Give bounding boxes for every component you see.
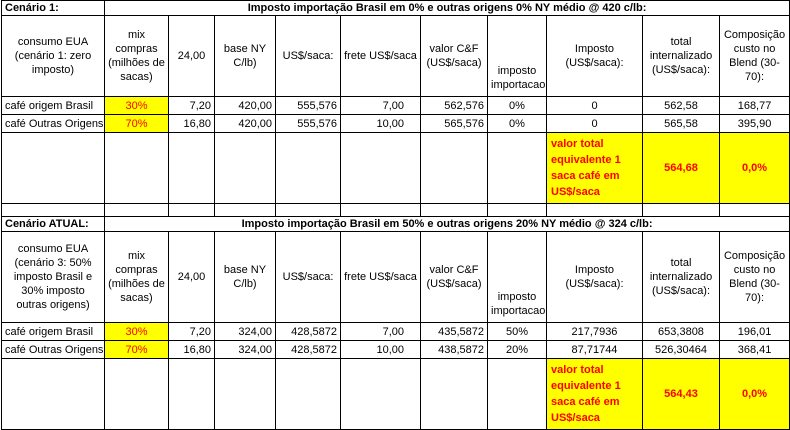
row-imposto-pct: 0% bbox=[488, 115, 547, 133]
table-row bbox=[2, 115, 790, 133]
row-base: 420,00 bbox=[215, 97, 276, 115]
table-row bbox=[2, 341, 790, 359]
row-base: 420,00 bbox=[215, 115, 276, 133]
row-frete: 10,00 bbox=[341, 115, 421, 133]
header-imposto-pct: imposto importacao bbox=[488, 232, 547, 323]
header-frete: frete US$/saca bbox=[341, 232, 421, 323]
header-total: total internalizado (US$/saca): bbox=[643, 232, 720, 323]
header-mix: mix compras (milhões de sacas) bbox=[105, 232, 169, 323]
row-usd: 555,576 bbox=[276, 115, 341, 133]
row-imposto: 87,71744 bbox=[547, 341, 643, 359]
row-composicao: 196,01 bbox=[720, 323, 790, 341]
row-name: café origem Brasil bbox=[2, 323, 105, 341]
row-frete: 7,00 bbox=[341, 323, 421, 341]
header-volume: 24,00 bbox=[169, 16, 215, 97]
section-label: Cenário ATUAL: bbox=[2, 217, 105, 232]
header-imposto-pct: imposto importacao bbox=[488, 16, 547, 97]
total-percent: 0,0% bbox=[720, 133, 790, 204]
row-composicao: 168,77 bbox=[720, 97, 790, 115]
header-base: base NY C/lb) bbox=[215, 16, 276, 97]
header-total: total internalizado (US$/saca): bbox=[643, 16, 720, 97]
row-total: 653,3808 bbox=[643, 323, 720, 341]
row-volume: 16,80 bbox=[169, 341, 215, 359]
row-base: 324,00 bbox=[215, 341, 276, 359]
header-imposto: Imposto (US$/saca): bbox=[547, 232, 643, 323]
coffee-tariff-table bbox=[1, 0, 790, 430]
row-usd: 428,5872 bbox=[276, 341, 341, 359]
row-composicao: 395,90 bbox=[720, 115, 790, 133]
row-name: café Outras Origens bbox=[2, 341, 105, 359]
row-name: café Outras Origens bbox=[2, 115, 105, 133]
section-title: Imposto importação Brasil em 50% e outras origens 20% NY médio @ 324 c/lb: bbox=[105, 217, 790, 232]
row-imposto: 0 bbox=[547, 97, 643, 115]
row-mix: 30% bbox=[105, 97, 169, 115]
total-row bbox=[2, 359, 790, 430]
header-frete: frete US$/saca bbox=[341, 16, 421, 97]
row-mix: 70% bbox=[105, 115, 169, 133]
total-label: valor total equivalente 1 saca café em US$/saca bbox=[547, 359, 643, 430]
row-cf: 562,576 bbox=[421, 97, 488, 115]
row-total: 565,58 bbox=[643, 115, 720, 133]
row-imposto-pct: 0% bbox=[488, 97, 547, 115]
header-usd: US$/saca: bbox=[276, 232, 341, 323]
total-value: 564,68 bbox=[643, 133, 720, 204]
table-row bbox=[2, 97, 790, 115]
row-mix: 30% bbox=[105, 323, 169, 341]
header-volume: 24,00 bbox=[169, 232, 215, 323]
row-name: café origem Brasil bbox=[2, 97, 105, 115]
header-mix: mix compras (milhões de sacas) bbox=[105, 16, 169, 97]
header-base: base NY C/lb) bbox=[215, 232, 276, 323]
row-usd: 428,5872 bbox=[276, 323, 341, 341]
row-imposto-pct: 20% bbox=[488, 341, 547, 359]
row-composicao: 368,41 bbox=[720, 341, 790, 359]
row-imposto-pct: 50% bbox=[488, 323, 547, 341]
row-volume: 7,20 bbox=[169, 97, 215, 115]
row-frete: 10,00 bbox=[341, 341, 421, 359]
row-imposto: 0 bbox=[547, 115, 643, 133]
row-total: 562,58 bbox=[643, 97, 720, 115]
row-base: 324,00 bbox=[215, 323, 276, 341]
header-usd: US$/saca: bbox=[276, 16, 341, 97]
header-cf: valor C&F (US$/saca) bbox=[421, 232, 488, 323]
row-imposto: 217,7936 bbox=[547, 323, 643, 341]
total-percent: 0,0% bbox=[720, 359, 790, 430]
row-frete: 7,00 bbox=[341, 97, 421, 115]
header-composicao: Composição custo no Blend (30-70): bbox=[720, 232, 790, 323]
table-row bbox=[2, 323, 790, 341]
row-total: 526,30464 bbox=[643, 341, 720, 359]
header-consumo: consumo EUA (cenário 3: 50% imposto Brasil e 30% imposto outras origens) bbox=[2, 232, 105, 323]
header-imposto: Imposto (US$/saca): bbox=[547, 16, 643, 97]
row-usd: 555,576 bbox=[276, 97, 341, 115]
section-1-title-row bbox=[2, 1, 790, 16]
section-2-title-row bbox=[2, 217, 790, 232]
section-label: Cenário 1: bbox=[2, 1, 105, 16]
header-composicao: Composição custo no Blend (30-70): bbox=[720, 16, 790, 97]
section-title: Imposto importação Brasil em 0% e outras origens 0% NY médio @ 420 c/lb: bbox=[105, 1, 790, 16]
row-cf: 435,5872 bbox=[421, 323, 488, 341]
row-volume: 7,20 bbox=[169, 323, 215, 341]
total-row bbox=[2, 133, 790, 204]
row-mix: 70% bbox=[105, 341, 169, 359]
total-value: 564,43 bbox=[643, 359, 720, 430]
row-cf: 565,576 bbox=[421, 115, 488, 133]
row-cf: 438,5872 bbox=[421, 341, 488, 359]
header-consumo: consumo EUA (cenário 1: zero imposto) bbox=[2, 16, 105, 97]
header-cf: valor C&F (US$/saca) bbox=[421, 16, 488, 97]
header-row bbox=[2, 232, 790, 323]
spacer-row bbox=[2, 204, 790, 217]
total-label: valor total equivalente 1 saca café em US$/saca bbox=[547, 133, 643, 204]
row-volume: 16,80 bbox=[169, 115, 215, 133]
header-row bbox=[2, 16, 790, 97]
